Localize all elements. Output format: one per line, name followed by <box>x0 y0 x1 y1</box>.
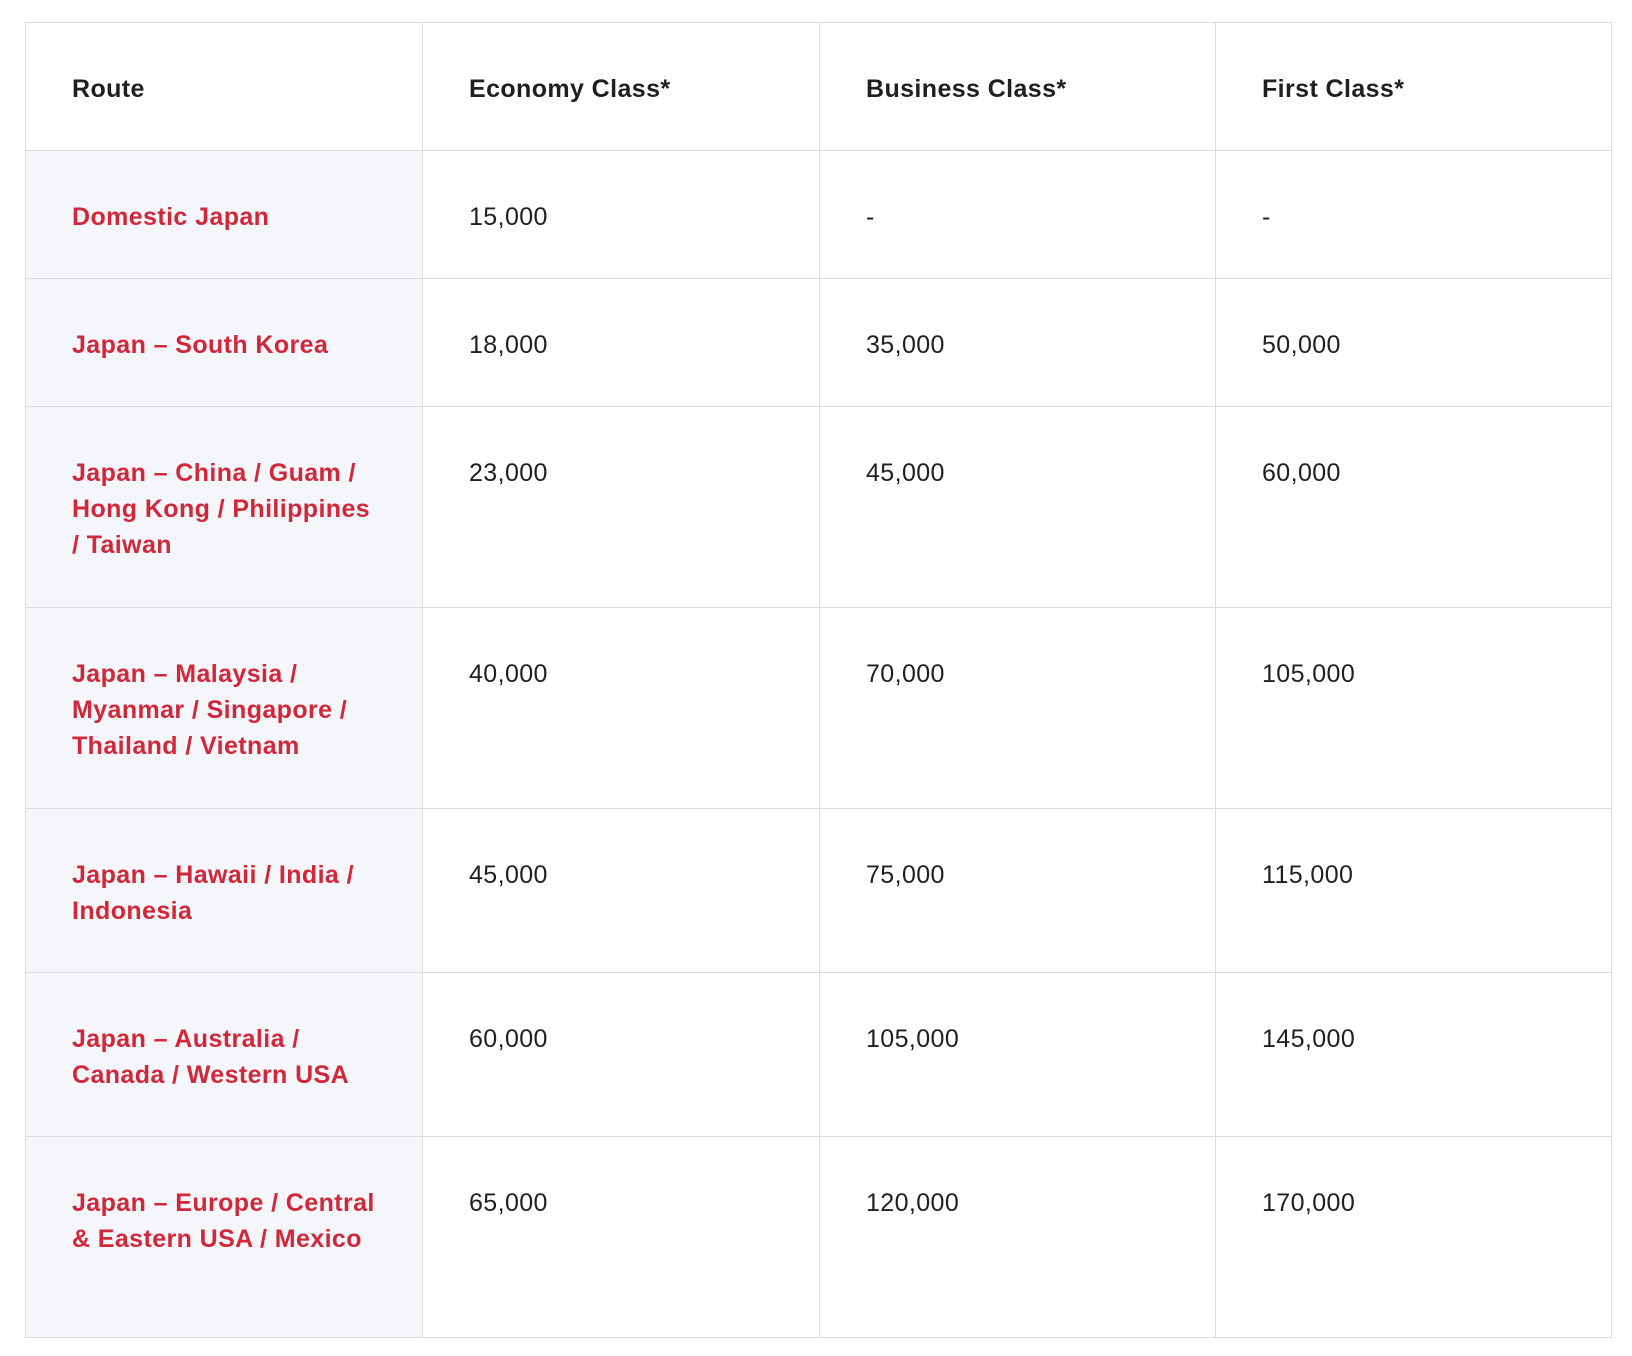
award-chart-container <box>25 22 1611 1338</box>
table-row <box>26 973 1612 1137</box>
first-cell: 105,000 <box>1216 608 1612 809</box>
header-economy-class: Economy Class* <box>423 23 820 151</box>
business-cell: 70,000 <box>820 608 1216 809</box>
first-cell: 115,000 <box>1216 809 1612 973</box>
business-cell: 120,000 <box>820 1137 1216 1338</box>
economy-cell: 15,000 <box>423 151 820 279</box>
award-chart-table <box>25 22 1612 1338</box>
economy-cell: 40,000 <box>423 608 820 809</box>
route-cell: Japan – Malaysia / Myanmar / Singapore / Thailand / Vietnam <box>26 608 423 809</box>
first-cell: 145,000 <box>1216 973 1612 1137</box>
route-cell: Domestic Japan <box>26 151 423 279</box>
route-cell: Japan – Australia / Canada / Western USA <box>26 973 423 1137</box>
first-cell: 60,000 <box>1216 407 1612 608</box>
route-cell: Japan – Hawaii / India / Indonesia <box>26 809 423 973</box>
economy-cell: 65,000 <box>423 1137 820 1338</box>
first-cell: - <box>1216 151 1612 279</box>
first-cell: 50,000 <box>1216 279 1612 407</box>
business-cell: 35,000 <box>820 279 1216 407</box>
route-cell: Japan – Europe / Central & Eastern USA / Mexico <box>26 1137 423 1338</box>
economy-cell: 18,000 <box>423 279 820 407</box>
table-row <box>26 151 1612 279</box>
economy-cell: 45,000 <box>423 809 820 973</box>
header-route: Route <box>26 23 423 151</box>
table-row <box>26 279 1612 407</box>
business-cell: 45,000 <box>820 407 1216 608</box>
business-cell: 75,000 <box>820 809 1216 973</box>
business-cell: 105,000 <box>820 973 1216 1137</box>
economy-cell: 23,000 <box>423 407 820 608</box>
table-row <box>26 608 1612 809</box>
first-cell: 170,000 <box>1216 1137 1612 1338</box>
table-row <box>26 407 1612 608</box>
header-first-class: First Class* <box>1216 23 1612 151</box>
table-header-row <box>26 23 1612 151</box>
business-cell: - <box>820 151 1216 279</box>
table-row <box>26 1137 1612 1338</box>
route-cell: Japan – South Korea <box>26 279 423 407</box>
header-business-class: Business Class* <box>820 23 1216 151</box>
economy-cell: 60,000 <box>423 973 820 1137</box>
route-cell: Japan – China / Guam / Hong Kong / Philippines / Taiwan <box>26 407 423 608</box>
table-row <box>26 809 1612 973</box>
